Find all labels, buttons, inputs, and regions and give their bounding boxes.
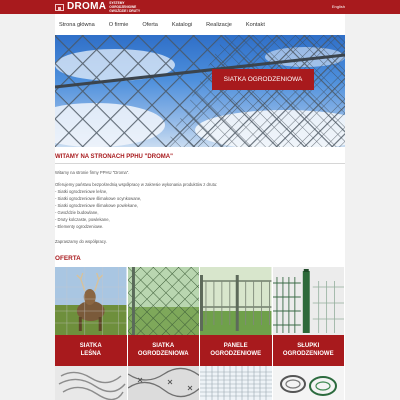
offer-tile-forest-fence[interactable] (55, 267, 128, 366)
wire-mesh-image (200, 366, 272, 400)
tile-label-line-2: OGRODZENIOWE (210, 350, 262, 357)
fence-posts-image (273, 267, 345, 335)
product-list-item: - Siatki ogrodzeniowe ślimakowe powlekane, (55, 203, 139, 208)
tile-label-line-2: OGRODZENIOWE (282, 350, 334, 357)
nav-item-catalogs[interactable]: Katalogi (171, 21, 193, 28)
tile-label-line-1: PANELE (223, 343, 248, 349)
offer-text: Oferujemy państwu bezpośrednią współpracę w zakresie wykonania produktów z drutu: (55, 182, 218, 187)
offer-tile-lower[interactable] (200, 366, 273, 400)
tile-label-line-1: SIATKA (152, 343, 175, 349)
nav-item-offer[interactable]: Oferta (142, 21, 158, 28)
wire-coil-image (55, 366, 127, 400)
nav-item-about[interactable]: O firmie (108, 21, 129, 28)
offer-tile-lower[interactable] (55, 366, 128, 400)
tile-label (128, 335, 200, 366)
divider (55, 163, 345, 164)
offer-tile-panels[interactable] (200, 267, 273, 366)
tile-label-line-2: LEŚNA (80, 350, 101, 357)
product-list-item: - Siatki ogrodzeniowe ślimakowe ocynkowane, (55, 196, 142, 201)
offer-heading: OFERTA (55, 255, 81, 262)
offer-tiles-lower (55, 366, 345, 400)
tile-label-line-1: SIATKA (79, 343, 102, 349)
main-content (55, 147, 345, 400)
wire-rolls-image (273, 366, 345, 400)
tile-label (273, 335, 345, 366)
main-nav (55, 14, 345, 35)
chain-link-image (128, 267, 200, 335)
welcome-heading: WITAMY NA STRONACH PPHU "DROMA" (55, 154, 173, 160)
nav-item-contact[interactable]: Kontakt (245, 21, 265, 28)
tile-label-line-1: SŁUPKI (297, 343, 320, 349)
fence-panels-image (200, 267, 272, 335)
offer-tile-lower[interactable] (273, 366, 346, 400)
logo-tagline-line-1: SYSTEMY OGRODZENIOWE (109, 1, 137, 9)
product-list-item: - Siatki ogrodzeniowe leśne, (55, 189, 108, 194)
logo-icon (55, 4, 64, 11)
chain-link-fence-image (55, 35, 345, 147)
barbed-wire-image (128, 366, 200, 400)
offer-tile-posts[interactable] (273, 267, 346, 366)
logo-tagline (109, 1, 151, 13)
welcome-text: Witamy na stronie firmy PPHU "Droma". (55, 170, 130, 175)
site-header (0, 0, 400, 14)
tile-label-line-2: OGRODZENIOWA (137, 350, 189, 357)
hero-badge[interactable]: SIATKA OGRODZENIOWA (212, 69, 314, 90)
offer-tile-lower[interactable] (128, 366, 201, 400)
tile-label (55, 335, 127, 366)
logo-text: DROMA (67, 1, 107, 12)
product-list-item: - Gwoździe budowlane, (55, 210, 99, 215)
offer-tile-chain-link[interactable] (128, 267, 201, 366)
nav-item-home[interactable]: Strona główna (59, 21, 95, 28)
logo[interactable] (55, 1, 151, 13)
tile-label (200, 335, 272, 366)
nav-item-projects[interactable]: Realizacje (206, 21, 232, 28)
deer-fence-image (55, 267, 127, 335)
product-list-item: - Druty kolczaste, powlekane, (55, 217, 110, 222)
logo-tagline-line-2: GWOŹDZIE I DRUTY (109, 9, 141, 13)
product-list-item: - Elementy ogrodzeniowe. (55, 224, 104, 229)
language-link[interactable]: English (331, 4, 345, 9)
hero-banner (55, 35, 345, 147)
offer-tiles (55, 267, 345, 366)
invite-text: Zapraszamy do współpracy. (55, 239, 107, 244)
